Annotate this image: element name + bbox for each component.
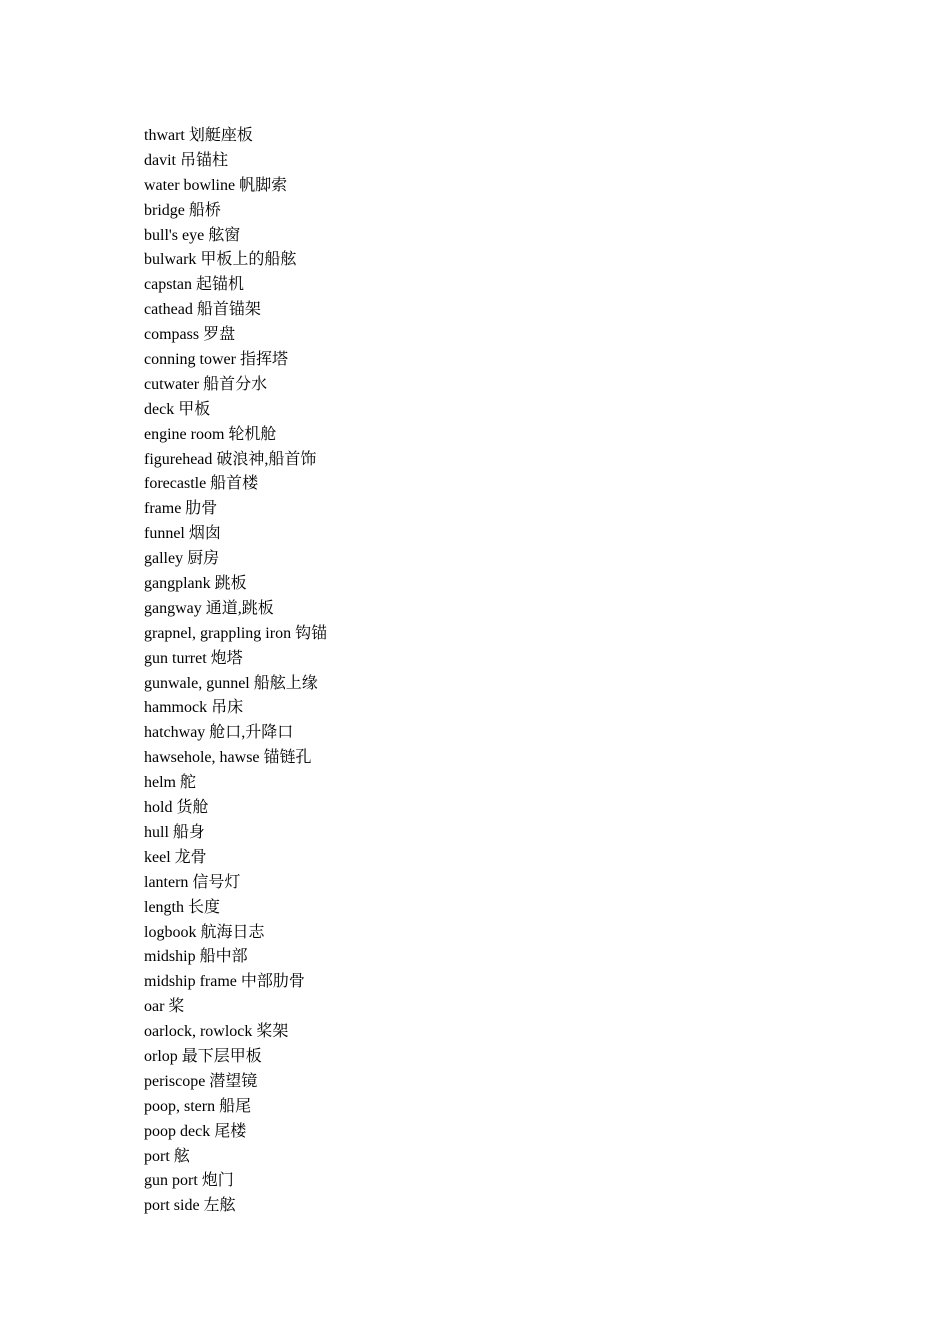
glossary-entry: hammock 吊床 <box>144 699 244 717</box>
glossary-entry: capstan 起锚机 <box>144 276 244 294</box>
glossary-entry: port side 左舷 <box>144 1197 236 1215</box>
glossary-entry: lantern 信号灯 <box>144 873 241 891</box>
glossary-entry: keel 龙骨 <box>144 848 207 866</box>
glossary-entry: frame 肋骨 <box>144 500 218 518</box>
glossary-entry: funnel 烟囱 <box>144 525 221 543</box>
glossary-entry: gangplank 跳板 <box>144 575 247 593</box>
glossary-entry: deck 甲板 <box>144 400 211 418</box>
glossary-entry: logbook 航海日志 <box>144 923 265 941</box>
glossary-entry: bridge 船桥 <box>144 201 221 219</box>
glossary-entry: poop deck 尾楼 <box>144 1122 247 1140</box>
glossary-entry: hawsehole, hawse 锚链孔 <box>144 749 312 767</box>
glossary-entry: compass 罗盘 <box>144 326 236 344</box>
glossary-entry: conning tower 指挥塔 <box>144 351 288 369</box>
glossary-entry: gun turret 炮塔 <box>144 649 243 667</box>
glossary-entry: galley 厨房 <box>144 550 220 568</box>
glossary-entry: gunwale, gunnel 船舷上缘 <box>144 674 318 692</box>
glossary-entry: oarlock, rowlock 桨架 <box>144 1023 289 1041</box>
glossary-entry: engine room 轮机舱 <box>144 425 277 443</box>
glossary-entry: hatchway 舱口,升降口 <box>144 724 294 742</box>
glossary-entry: bull's eye 舷窗 <box>144 226 241 244</box>
glossary-entry: gangway 通道,跳板 <box>144 599 274 617</box>
glossary-entry: length 长度 <box>144 898 220 916</box>
glossary-entry: gun port 炮门 <box>144 1172 234 1190</box>
glossary-entry: poop, stern 船尾 <box>144 1097 252 1115</box>
glossary-entry: grapnel, grappling iron 钩锚 <box>144 624 328 642</box>
glossary-entry: port 舷 <box>144 1147 190 1165</box>
glossary-entry: hull 船身 <box>144 823 205 841</box>
glossary-entry: forecastle 船首楼 <box>144 475 259 493</box>
glossary-entry: midship 船中部 <box>144 948 248 966</box>
glossary-list <box>144 124 844 1219</box>
glossary-entry: midship frame 中部肋骨 <box>144 973 305 991</box>
glossary-entry: bulwark 甲板上的船舷 <box>144 251 297 269</box>
glossary-entry: orlop 最下层甲板 <box>144 1047 262 1065</box>
glossary-entry: helm 舵 <box>144 774 196 792</box>
glossary-entry: water bowline 帆脚索 <box>144 176 288 194</box>
glossary-entry: thwart 划艇座板 <box>144 127 253 144</box>
glossary-entry: cutwater 船首分水 <box>144 375 268 393</box>
glossary-entry: cathead 船首锚架 <box>144 301 261 319</box>
glossary-entry: hold 货舱 <box>144 799 209 817</box>
glossary-entry: davit 吊锚柱 <box>144 151 228 169</box>
glossary-entry: periscope 潜望镜 <box>144 1072 258 1090</box>
glossary-entry: figurehead 破浪神,船首饰 <box>144 450 317 468</box>
glossary-entry: oar 桨 <box>144 998 185 1016</box>
